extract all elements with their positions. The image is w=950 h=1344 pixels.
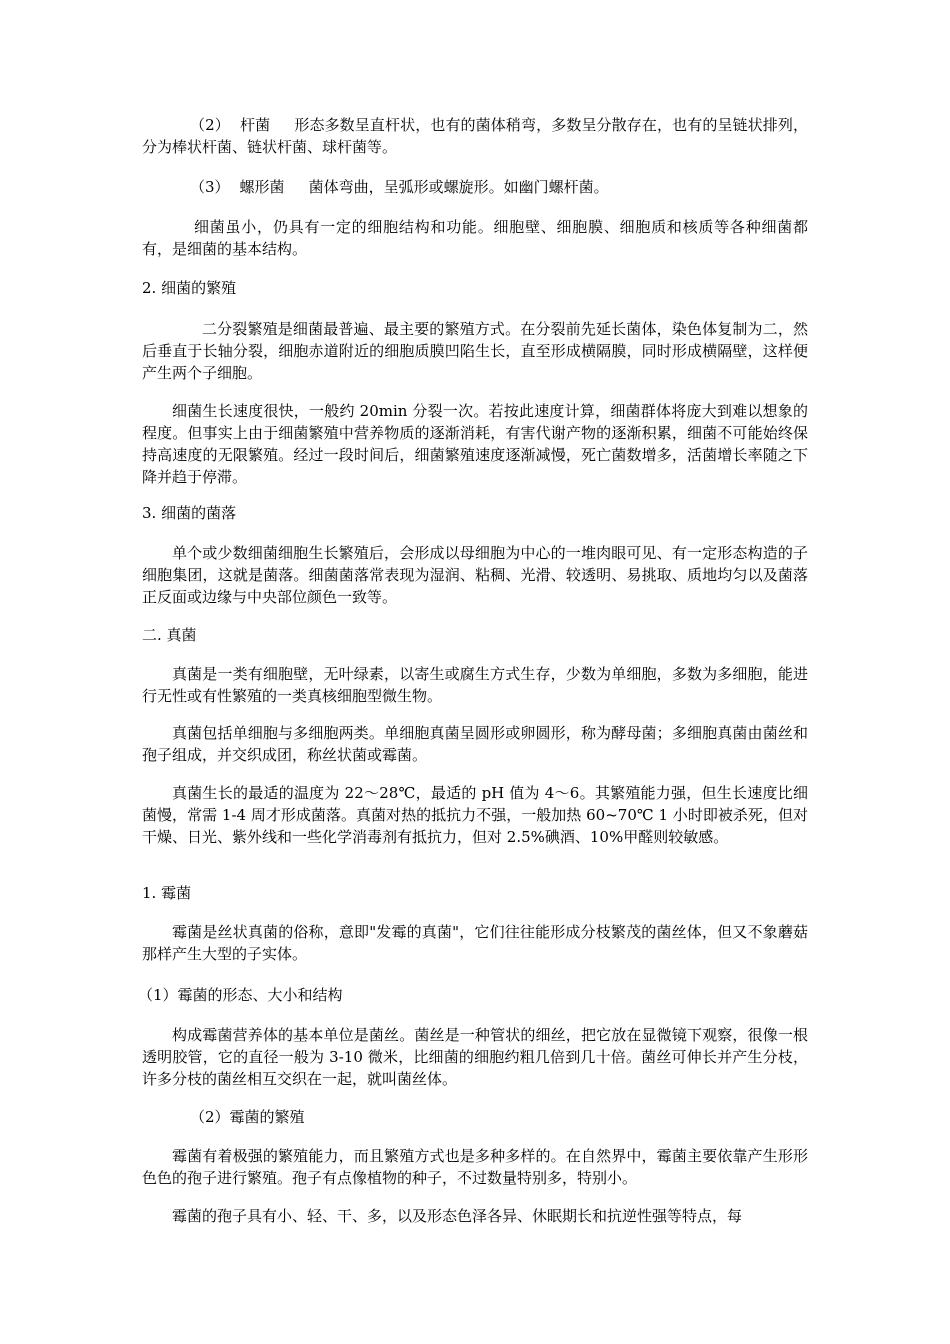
spiral-bacteria-description: 菌体弯曲，呈弧形或螺旋形。如幽门螺杆菌。 — [308, 178, 609, 196]
heading-bacteria-reproduction: 2. 细菌的繁殖 — [142, 279, 237, 297]
paragraph-growth-rate: 细菌生长速度很快，一般约 20min 分裂一次。若按此速度计算，细菌群体将庞大到难以想象的程度。但事实上由于细菌繁殖中营养物质的逐渐消耗，有害代谢产物的逐渐积累，细菌不可能始终保持高速度的无限繁殖。经过一段时间后，细菌繁殖速度逐渐减慢，死亡菌数增多，活菌增长率随之下降并趋于停滞。 — [142, 402, 808, 486]
heading-fungi: 二. 真菌 — [142, 626, 197, 644]
heading-mold-morphology: （1）霉菌的形态、大小和结构 — [138, 986, 343, 1004]
paragraph-mold-definition: 霉菌是丝状真菌的俗称，意即"发霉的真菌"，它们往往能形成分枝繁茂的菌丝体，但又不象蘑菇那样产生大型的子实体。 — [142, 923, 808, 963]
rod-bacteria-description: 形态多数呈直杆状，也有的菌体稍弯，多数呈分散存在，也有的呈链状排列，分为棒状杆菌、链状杆菌、球杆菌等。 — [142, 116, 808, 156]
heading-mold-reproduction: （2）霉菌的繁殖 — [190, 1108, 305, 1126]
paragraph-fungi-growth: 真菌生长的最适的温度为 22～28℃，最适的 pH 值为 4～6。其繁殖能力强，但生长速度比细菌慢，常需 1-4 周才形成菌落。真菌对热的抵抗力不强，一般加热 60~70℃ 1 小时即被杀死，但对干燥、日光、紫外线和一些化学消毒剂有抵抗力，但对 2.5%碘酒、10%甲醛则较敏感。 — [142, 784, 808, 846]
paragraph-mold-spores: 霉菌有着极强的繁殖能力，而且繁殖方式也是多种多样的。在自然界中，霉菌主要依靠产生形形色色的孢子进行繁殖。孢子有点像植物的种子，不过数量特别多，特别小。 — [142, 1147, 808, 1187]
item-number: （2） — [190, 116, 230, 134]
paragraph-cell-structure: 细菌虽小，仍具有一定的细胞结构和功能。细胞壁、细胞膜、细胞质和核质等各种细菌都有，是细菌的基本结构。 — [142, 218, 808, 258]
paragraph-binary-fission: 二分裂繁殖是细菌最普遍、最主要的繁殖方式。在分裂前先延长菌体，染色体复制为二，然后垂直于长轴分裂，细胞赤道附近的细胞质膜凹陷生长，直至形成横隔膜，同时形成横隔壁，这样便产生两个子细胞。 — [142, 320, 808, 382]
paragraph-spore-features: 霉菌的孢子具有小、轻、干、多，以及形态色泽各异、休眠期长和抗逆性强等特点，每 — [172, 1207, 743, 1225]
paragraph-rod-bacteria — [142, 114, 808, 158]
term-spiral-bacteria: 螺形菌 — [239, 178, 285, 196]
paragraph-hyphae: 构成霉菌营养体的基本单位是菌丝。菌丝是一种管状的细丝，把它放在显微镜下观察，很像一根透明胶管，它的直径一般为 3-10 微米，比细菌的细胞约粗几倍到几十倍。菌丝可伸长并产生分枝，许多分枝的菌丝相互交织在一起，就叫菌丝体。 — [142, 1026, 808, 1088]
paragraph-fungi-types: 真菌包括单细胞与多细胞两类。单细胞真菌呈圆形或卵圆形，称为酵母菌；多细胞真菌由菌丝和孢子组成，并交织成团，称丝状菌或霉菌。 — [142, 724, 808, 764]
paragraph-spiral-bacteria — [142, 176, 808, 198]
paragraph-colony: 单个或少数细菌细胞生长繁殖后，会形成以母细胞为中心的一堆肉眼可见、有一定形态构造的子细胞集团，这就是菌落。细菌菌落常表现为湿润、粘稠、光滑、较透明、易挑取、质地均匀以及菌落正反面或边缘与中央部位颜色一致等。 — [142, 544, 808, 606]
item-number: （3） — [190, 178, 230, 196]
paragraph-fungi-definition: 真菌是一类有细胞壁，无叶绿素，以寄生或腐生方式生存，少数为单细胞，多数为多细胞，能进行无性或有性繁殖的一类真核细胞型微生物。 — [142, 665, 808, 705]
term-rod-bacteria: 杆菌 — [239, 116, 271, 134]
heading-bacteria-colony: 3. 细菌的菌落 — [142, 504, 237, 522]
heading-mold: 1. 霉菌 — [142, 884, 192, 902]
